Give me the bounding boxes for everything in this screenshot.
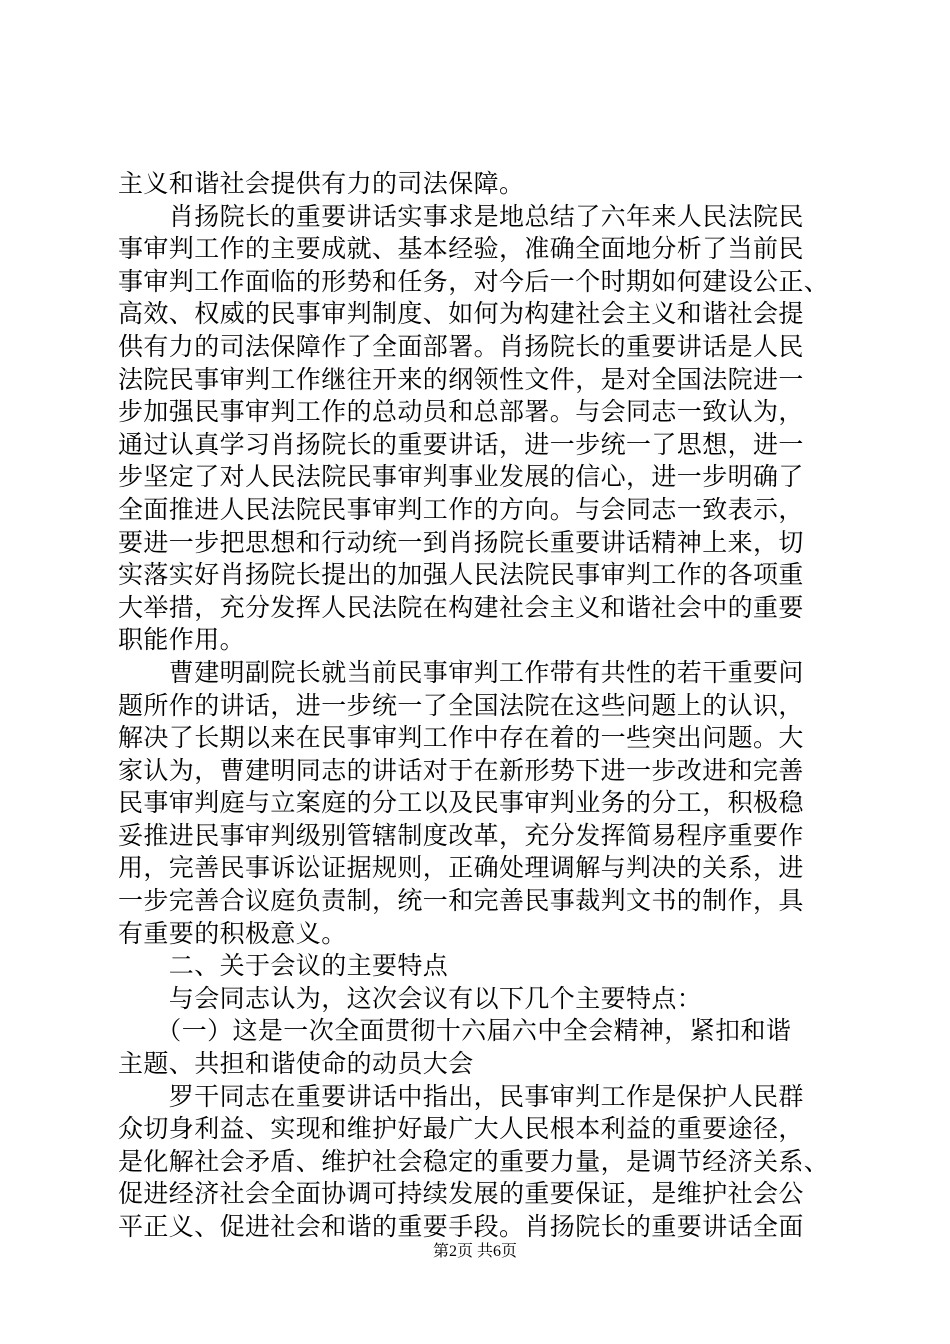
text-line: 职能作用。 (118, 625, 246, 655)
text-line: 促进经济社会全面协调可持续发展的重要保证，是维护社会公 (118, 1179, 804, 1209)
text-line: 家认为，曹建明同志的讲话对于在新形势下进一步改进和完善 (118, 755, 804, 785)
text-line: 实落实好肖扬院长提出的加强人民法院民事审判工作的各项重 (118, 560, 804, 590)
text-line: 与会同志认为，这次会议有以下几个主要特点： (118, 983, 703, 1013)
text-line: 平正义、促进社会和谐的重要手段。肖扬院长的重要讲话全面 (118, 1212, 804, 1241)
text-line: 供有力的司法保障作了全面部署。肖扬院长的重要讲话是人民 (118, 331, 804, 361)
text-line: 高效、权威的民事审判制度、如何为构建社会主义和谐社会提 (118, 299, 804, 329)
text-line: 步加强民事审判工作的总动员和总部署。与会同志一致认为， (118, 397, 804, 427)
text-line: 二、关于会议的主要特点 (118, 951, 449, 981)
text-line: （一）这是一次全面贯彻十六届六中全会精神，紧扣和谐 (118, 1016, 792, 1046)
text-line: 主题、共担和谐使命的动员大会 (118, 1049, 474, 1079)
text-line: 解决了长期以来在民事审判工作中存在着的一些突出问题。大 (118, 723, 804, 753)
text-line: 众切身利益、实现和维护好最广大人民根本利益的重要途径， (118, 1114, 804, 1144)
text-line: 罗干同志在重要讲话中指出，民事审判工作是保护人民群 (118, 1081, 804, 1111)
page-footer: 第2页 共6页 (432, 1243, 517, 1260)
text-line: 事审判工作的主要成就、基本经验，准确全面地分析了当前民 (118, 234, 804, 264)
text-line: 全面推进人民法院民事审判工作的方向。与会同志一致表示， (118, 494, 804, 524)
text-line: 用，完善民事诉讼证据规则，正确处理调解与判决的关系，进 (118, 853, 804, 883)
text-line: 法院民事审判工作继往开来的纲领性文件，是对全国法院进一 (118, 364, 804, 394)
text-line: 一步完善合议庭负责制，统一和完善民事裁判文书的制作，具 (118, 886, 804, 916)
text-line: 通过认真学习肖扬院长的重要讲话，进一步统一了思想，进一 (118, 429, 804, 459)
text-line: 有重要的积极意义。 (118, 918, 347, 948)
text-line: 曹建明副院长就当前民事审判工作带有共性的若干重要问 (118, 657, 804, 687)
text-line: 主义和谐社会提供有力的司法保障。 (118, 169, 525, 198)
text-line: 题所作的讲话，进一步统一了全国法院在这些问题上的认识， (118, 690, 804, 720)
text-line: 步坚定了对人民法院民事审判事业发展的信心，进一步明确了 (118, 462, 804, 492)
text-line: 民事审判庭与立案庭的分工以及民事审判业务的分工，积极稳 (118, 788, 804, 818)
text-line: 事审判工作面临的形势和任务，对今后一个时期如何建设公正、 (118, 266, 830, 296)
text-line: 妥推进民事审判级别管辖制度改革，充分发挥简易程序重要作 (118, 820, 804, 850)
text-line: 是化解社会矛盾、维护社会稳定的重要力量，是调节经济关系、 (118, 1146, 830, 1176)
text-line: 要进一步把思想和行动统一到肖扬院长重要讲话精神上来，切 (118, 527, 804, 557)
text-line: 肖扬院长的重要讲话实事求是地总结了六年来人民法院民 (118, 201, 804, 231)
body-text (118, 168, 838, 1244)
text-line: 大举措，充分发挥人民法院在构建社会主义和谐社会中的重要 (118, 592, 804, 622)
